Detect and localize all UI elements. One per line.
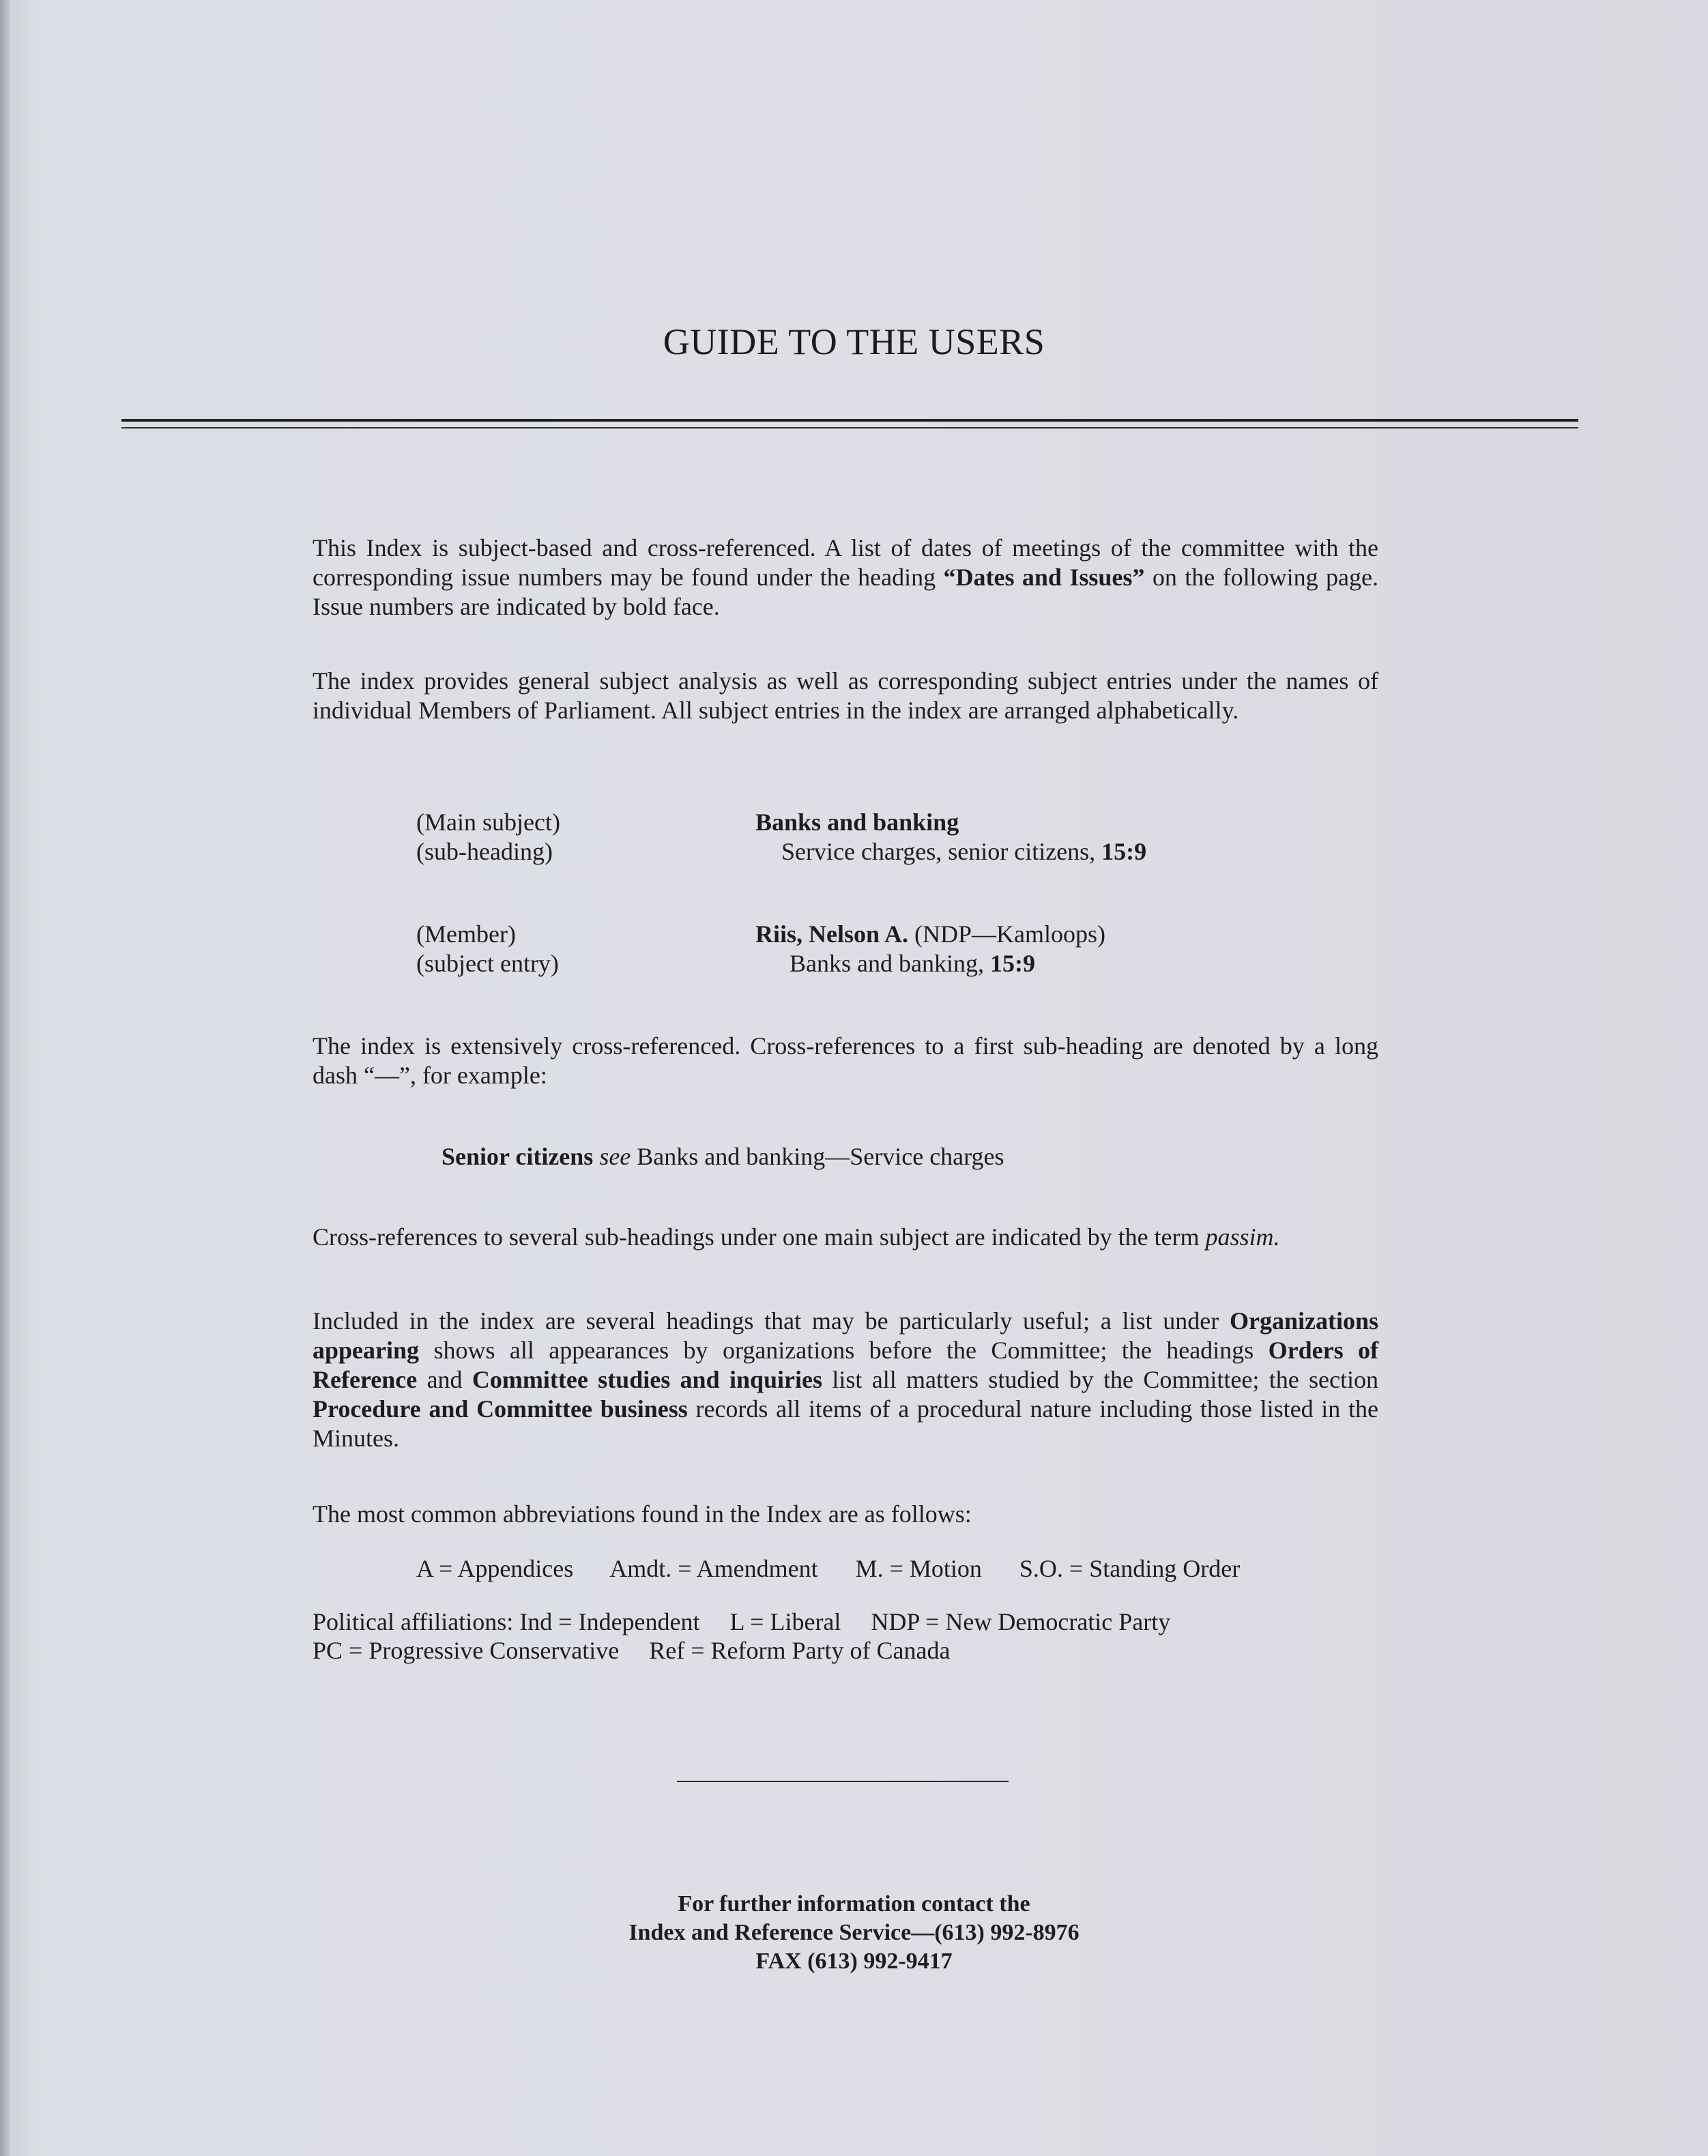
organizations-appearing-term: Organizations appearing <box>313 1307 1378 1364</box>
abbreviations-list <box>416 1554 1240 1584</box>
procedure-business-term: Procedure and Committee business <box>313 1395 688 1423</box>
affiliation-ind: Political affiliations: Ind = Independent <box>313 1608 700 1635</box>
label-main-subject: (Main subject) <box>416 808 560 836</box>
abbreviation-item: Amdt. = Amendment <box>609 1555 818 1582</box>
page-title: GUIDE TO THE USERS <box>663 321 1045 362</box>
section-divider <box>677 1781 1009 1782</box>
cross-ref-target: Banks and banking—Service charges <box>631 1143 1004 1170</box>
useful-headings-text-5: records all items of a procedural nature including those listed in the Minutes. <box>313 1395 1378 1452</box>
political-affiliations <box>313 1607 1170 1665</box>
abbreviations-intro: The most common abbreviations found in the Index are as follows: <box>313 1500 972 1528</box>
cross-reference-paragraph: The index is extensively cross-referenced. Cross-references to a first sub-heading are denoted by a long dash “—”, for example: <box>313 1032 1378 1089</box>
label-member: (Member) <box>416 920 516 948</box>
example-heading-text: Banks and banking <box>755 808 959 836</box>
title-rule-thick <box>121 419 1578 422</box>
example-heading <box>755 808 959 837</box>
contact-line-1: For further information contact the <box>678 1891 1030 1917</box>
example-member-name: Riis, Nelson A. <box>755 920 909 948</box>
abbreviation-item: M. = Motion <box>855 1555 982 1582</box>
example-member-entry-text: Banks and banking, <box>790 950 990 977</box>
committee-studies-term: Committee studies and inquiries <box>472 1366 822 1393</box>
abbreviation-item: A = Appendices <box>416 1555 574 1582</box>
passim-paragraph <box>313 1223 1378 1252</box>
passim-term: passim. <box>1205 1223 1280 1251</box>
subject-analysis-paragraph: The index provides general subject analysis as well as corresponding subject entries under the names of individual Members of Parliament. All subject entries in the index are arranged alphabetically. <box>313 667 1378 724</box>
abbreviation-item: S.O. = Standing Order <box>1019 1555 1241 1582</box>
example-member-affiliation: (NDP—Kamloops) <box>908 920 1106 948</box>
affiliation-ndp: NDP = New Democratic Party <box>871 1608 1171 1635</box>
affiliation-pc: PC = Progressive Conservative <box>313 1637 620 1664</box>
intro-text: This Index is subject-based and cross-referenced. A list of dates of meetings of the committee with the corresponding issue numbers may be found under the heading <box>313 534 1378 591</box>
label-subject-entry: (subject entry) <box>416 950 559 977</box>
intro-text-end: on the following page. Issue numbers are indicated by bold face. <box>313 564 1378 620</box>
useful-headings-text-1: Included in the index are several headings that may be particularly useful; a list under <box>313 1307 1230 1335</box>
affiliation-ref: Ref = Reform Party of Canada <box>649 1637 951 1664</box>
cross-reference-example <box>442 1142 1004 1171</box>
affiliations-line-1 <box>313 1607 1170 1636</box>
useful-headings-paragraph <box>313 1307 1378 1453</box>
contact-line-2: Index and Reference Service—(613) 992-8976 <box>628 1920 1080 1945</box>
affiliation-l: L = Liberal <box>729 1608 841 1635</box>
passim-text: Cross-references to several sub-headings under one main subject are indicated by the term <box>313 1223 1206 1251</box>
useful-headings-text-2: shows all appearances by organizations before the Committee; the headings <box>419 1337 1269 1364</box>
useful-headings-text-3: and <box>417 1366 472 1393</box>
example-member <box>755 920 1105 949</box>
intro-paragraph <box>313 534 1378 622</box>
contact-block <box>0 1890 1708 1976</box>
example-subheading-text: Service charges, senior citizens, <box>781 838 1102 865</box>
example-subheading <box>755 837 1146 866</box>
useful-headings-text-4: list all matters studied by the Committee; the section <box>822 1366 1378 1393</box>
example-member-entry-ref: 15:9 <box>989 950 1035 977</box>
affiliations-line-2 <box>313 1636 1170 1665</box>
example-member-entry <box>755 949 1035 978</box>
label-sub-heading: (sub-heading) <box>416 838 553 865</box>
example-subheading-ref: 15:9 <box>1101 838 1147 865</box>
title-rule-thin <box>121 427 1578 428</box>
cross-ref-term: Senior citizens <box>442 1143 594 1170</box>
orders-of-reference-term: Orders of Reference <box>313 1337 1378 1393</box>
cross-ref-see: see <box>599 1143 631 1170</box>
contact-line-3: FAX (613) 992-9417 <box>755 1949 953 1974</box>
dates-and-issues-term: “Dates and Issues” <box>943 564 1145 591</box>
